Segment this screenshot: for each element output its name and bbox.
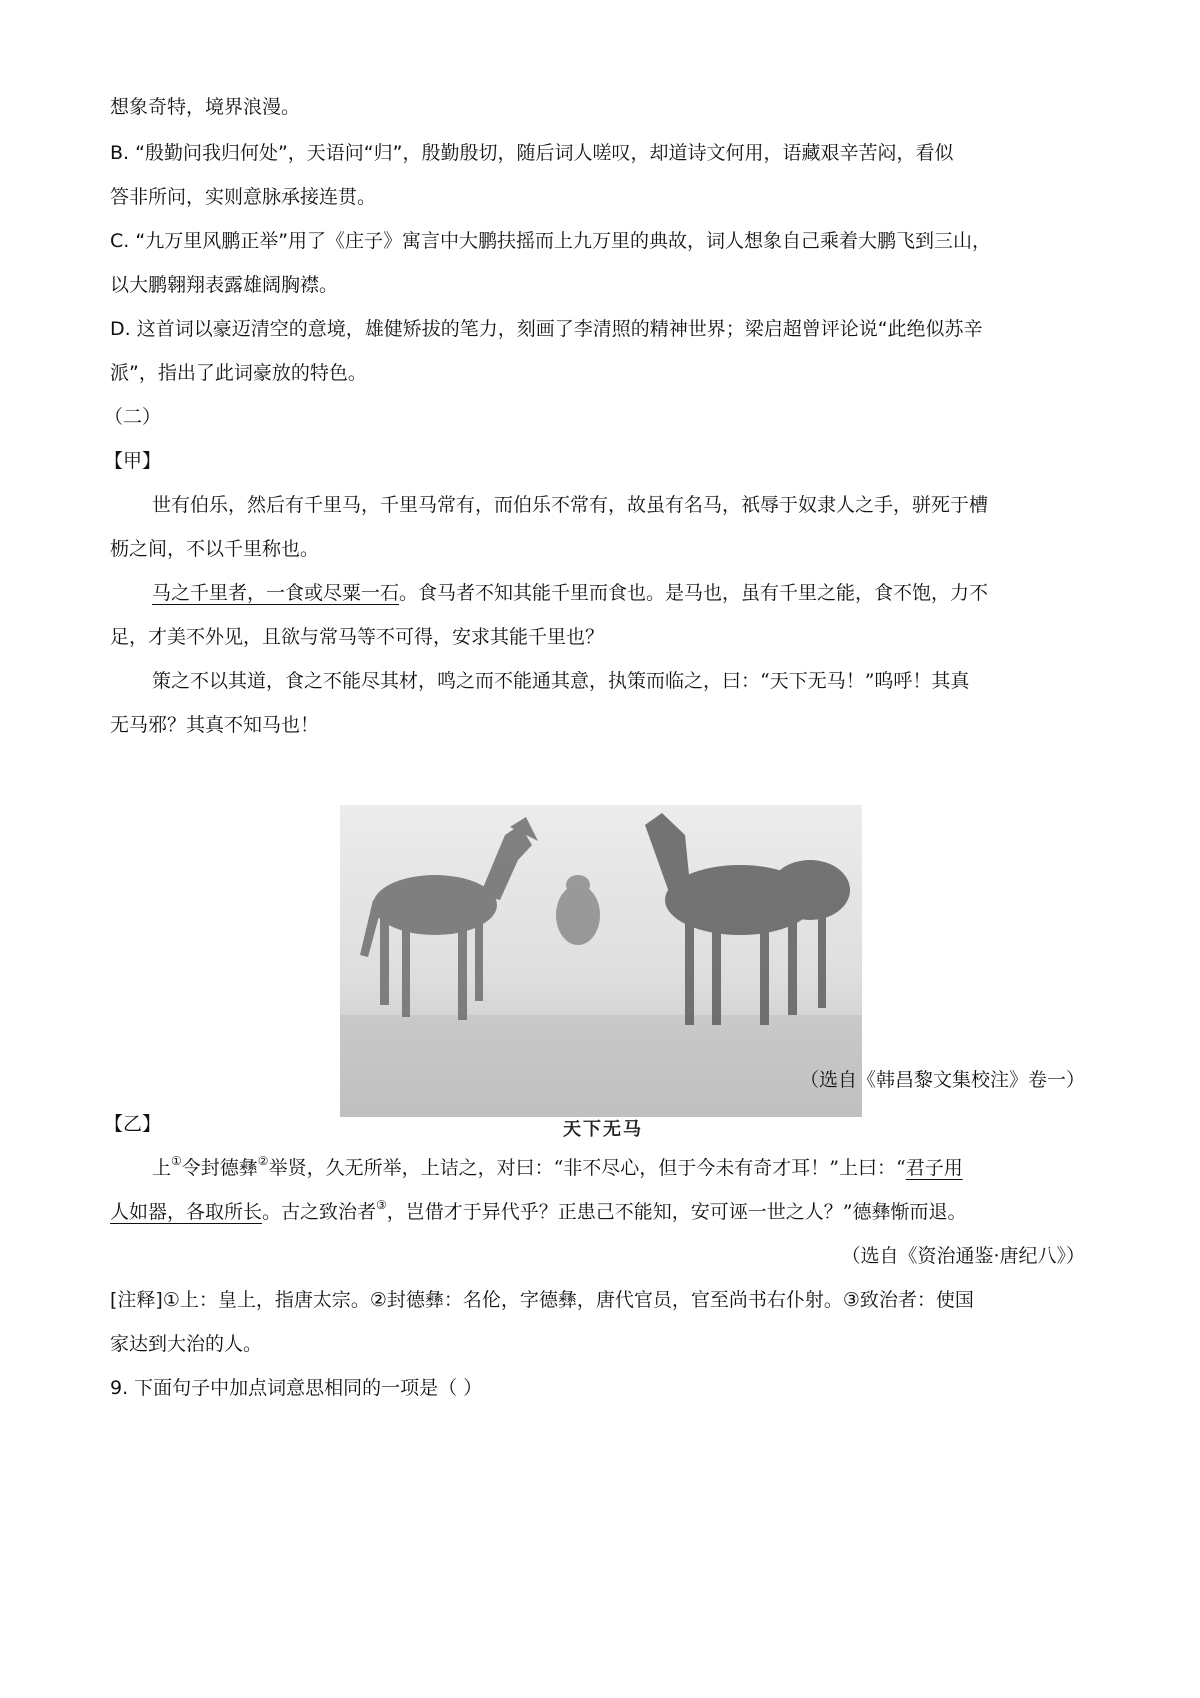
note-ref-1: ① bbox=[171, 1153, 182, 1168]
jia-p2-line2: 足，才美不外见，且欲与常马等不可得，安求其能千里也？ bbox=[110, 626, 605, 648]
option-c-line2: 以大鹏翱翔表露雄阔胸襟。 bbox=[110, 274, 339, 296]
yi-underlined-1: 君子用 bbox=[905, 1157, 963, 1179]
jia-p3-line2: 无马邪？其真不知马也！ bbox=[110, 714, 320, 736]
jia-p1-line2: 枥之间，不以千里称也。 bbox=[110, 538, 320, 560]
jia-label: 【甲】 bbox=[104, 450, 162, 472]
jia-p2-rest: 。食马者不知其能千里而食也。是马也，虽有千里之能，食不饱，力不 bbox=[399, 582, 989, 604]
option-b-line1: B. “殷勤问我归何处”，天语问“归”，殷勤殷切，随后词人嗟叹，却道诗文何用，语藏艰辛苦闷，看似 bbox=[110, 142, 954, 164]
yi-text-4: 。古之致治者 bbox=[262, 1201, 377, 1223]
yi-underlined-2: 人如器，各取所长 bbox=[110, 1201, 263, 1223]
jia-source: （选自《韩昌黎文集校注》卷一） bbox=[799, 1069, 1085, 1091]
yi-source: （选自《资治通鉴·唐纪八》） bbox=[841, 1245, 1085, 1267]
note-ref-3: ③ bbox=[376, 1197, 387, 1212]
jia-p2-underlined: 马之千里者，一食或尽粟一石 bbox=[152, 582, 400, 604]
option-b-line2: 答非所问，实则意脉承接连贯。 bbox=[110, 186, 377, 208]
jia-p1-line1: 世有伯乐，然后有千里马，千里马常有，而伯乐不常有，故虽有名马，祇辱于奴隶人之手，骈死于槽 bbox=[152, 494, 989, 516]
question-9: 9. 下面句子中加点词意思相同的一项是（ ） bbox=[110, 1377, 483, 1399]
option-d-line1: D. 这首词以豪迈清空的意境，雄健矫拔的笔力，刻画了李清照的精神世界；梁启超曾评论说“此绝似苏辛 bbox=[110, 318, 983, 340]
yi-line2 bbox=[110, 1199, 1100, 1225]
option-c-line1: C. “九万里风鹏正举”用了《庄子》寓言中大鹏扶摇而上九万里的典故，词人想象自己乘着大鹏飞到三山， bbox=[110, 230, 992, 252]
notes-line1: [注释]①上：皇上，指唐太宗。②封德彝：名伦，字德彝，唐代官员，官至尚书右仆射。③致治者：使国 bbox=[110, 1289, 974, 1311]
yi-text-3: 举贤，久无所举，上诘之，对曰：“非不尽心，但于今未有奇才耳！”上曰：“ bbox=[268, 1157, 906, 1179]
option-d-line2: 派”，指出了此词豪放的特色。 bbox=[110, 362, 367, 384]
yi-label: 【乙】 bbox=[104, 1113, 162, 1135]
yi-text-5: ，岂借才于异代乎？正患己不能知，安可诬一世之人？”德彝惭而退。 bbox=[386, 1201, 967, 1223]
yi-text-2: 令封德彝 bbox=[181, 1157, 258, 1179]
option-a-tail: 想象奇特，境界浪漫。 bbox=[110, 96, 301, 118]
jia-p3-line1: 策之不以其道，食之不能尽其材，鸣之而不能通其意，执策而临之，曰：“天下无马！”呜呼！其真 bbox=[152, 670, 970, 692]
yi-line1 bbox=[152, 1155, 1100, 1181]
figure-caption: 天下无马 bbox=[563, 1119, 643, 1140]
notes-line2: 家达到大治的人。 bbox=[110, 1333, 263, 1355]
note-ref-2: ② bbox=[257, 1153, 269, 1168]
jia-p2-line1 bbox=[152, 580, 1100, 606]
yi-text-1: 上 bbox=[152, 1157, 172, 1179]
section-two-heading: （二） bbox=[104, 406, 162, 428]
